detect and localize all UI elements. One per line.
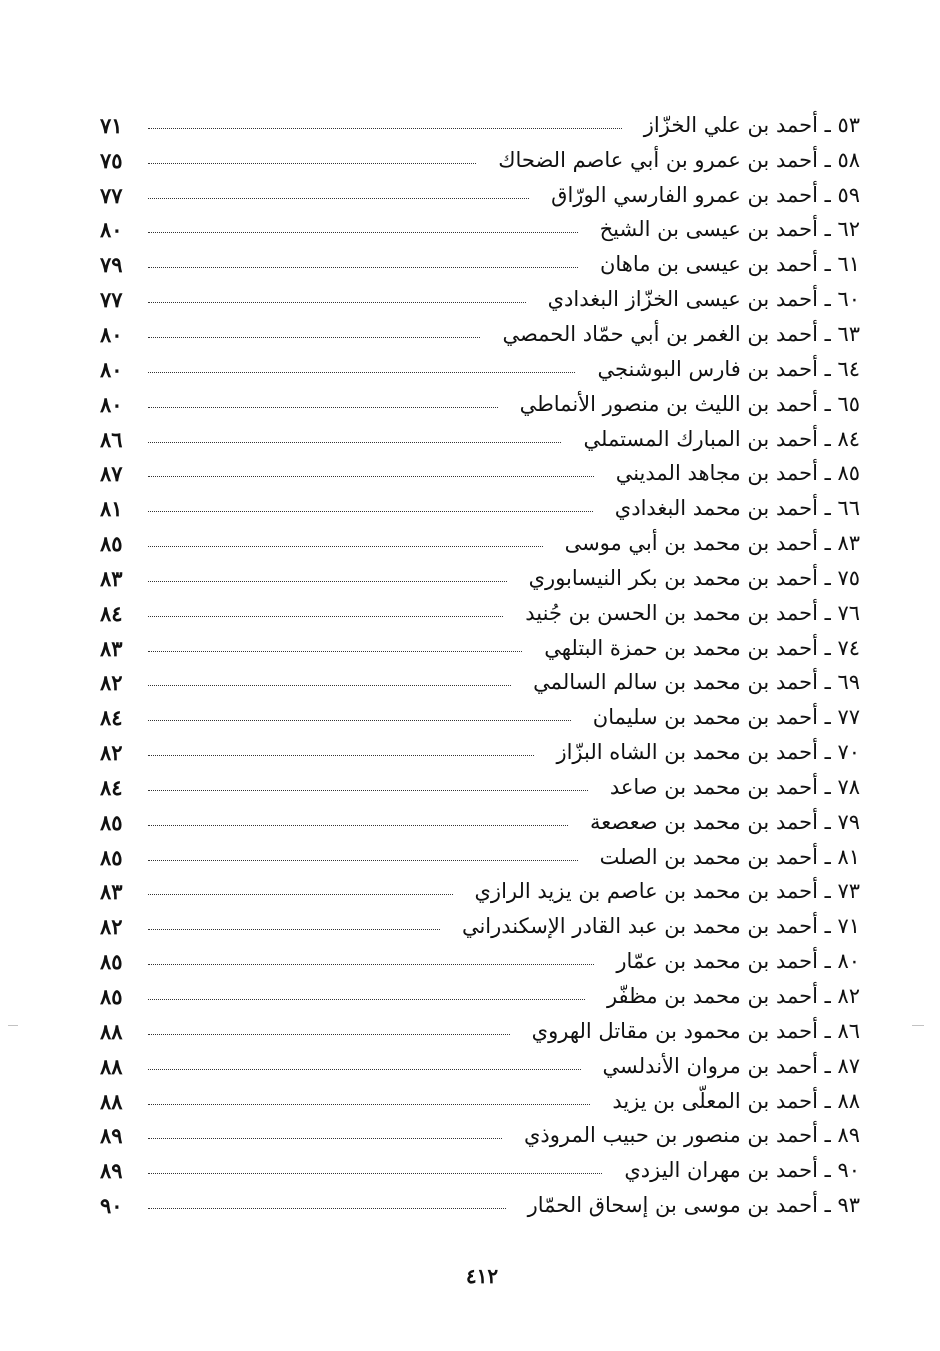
entry-page-number: ٨٥ [100,984,123,1010]
entry-page-number: ٨٠ [100,391,123,417]
entry-title: ٨٩ ـ أحمد بن منصور بن حبيب المروذي [523,1123,860,1148]
index-entry [100,1014,860,1049]
entry-page-number: ٧٧ [100,287,123,313]
entry-title: ٦٣ ـ أحمد بن الغمر بن أبي حمّاد الحمصي [502,321,860,346]
index-entry [100,1188,860,1223]
entry-title: ٨٦ ـ أحمد بن محمود بن مقاتل الهروي [531,1018,860,1043]
dot-leader [148,860,578,861]
entry-page-number: ٨٩ [100,1123,123,1149]
index-list [100,108,860,1223]
index-entry [100,979,860,1014]
entry-title: ٩٣ ـ أحمد بن موسى بن إسحاق الحمّار [527,1193,860,1218]
index-entry [100,213,860,248]
entry-title: ٨٥ ـ أحمد بن مجاهد المديني [615,461,860,486]
entry-title: ٥٨ ـ أحمد بن عمرو بن أبي عاصم الضحاك [498,147,860,172]
index-entry [100,944,860,979]
index-entry [100,561,860,596]
dot-leader [148,1104,590,1105]
index-entry [100,491,860,526]
dot-leader [148,929,440,930]
entry-title: ٦٦ ـ أحمد بن محمد البغدادي [614,496,860,521]
entry-page-number: ٨٤ [100,774,123,800]
entry-page-number: ٧٧ [100,182,123,208]
entry-title: ٨١ ـ أحمد بن محمد بن الصلت [599,844,860,869]
entry-title: ٦١ ـ أحمد بن عيسى بن ماهان [599,252,860,277]
scan-mark [8,1025,18,1026]
entry-page-number: ٨٠ [100,356,123,382]
dot-leader [148,720,571,721]
dot-leader [148,685,511,686]
dot-leader [148,407,498,408]
entry-title: ٨٢ ـ أحمد بن محمد بن مظفّر [606,984,860,1009]
entry-page-number: ٨٩ [100,1158,123,1184]
entry-page-number: ٨٠ [100,217,123,243]
dot-leader [148,198,529,199]
entry-title: ٧٣ ـ أحمد بن محمد بن عاصم بن يزيد الرازي [474,879,860,904]
index-entry [100,875,860,910]
entry-title: ٧٦ ـ أحمد بن محمد بن الحسن بن جُنيد [525,600,860,625]
dot-leader [148,1208,506,1209]
index-entry [100,596,860,631]
dot-leader [148,825,568,826]
entry-title: ٧٨ ـ أحمد بن محمد بن صاعد [609,774,860,799]
entry-page-number: ٨٨ [100,1088,123,1114]
entry-page-number: ٨٧ [100,461,123,487]
entry-page-number: ٨٥ [100,949,123,975]
entry-title: ٩٠ ـ أحمد بن مهران اليزدي [624,1158,860,1183]
entry-title: ٦٩ ـ أحمد بن محمد بن سالم السالمي [533,670,860,695]
entry-title: ٥٩ ـ أحمد بن عمرو الفارسي الورّاق [551,182,860,207]
index-entry [100,1153,860,1188]
index-entry [100,735,860,770]
dot-leader [148,232,578,233]
dot-leader [148,163,476,164]
entry-page-number: ٨٢ [100,914,123,940]
dot-leader [148,1069,581,1070]
dot-leader [148,616,503,617]
entry-page-number: ٨٤ [100,600,123,626]
entry-title: ٦٥ ـ أحمد بن الليث بن منصور الأنماطي [519,391,860,416]
index-entry [100,1118,860,1153]
dot-leader [148,1173,602,1174]
page-number: ٤١٢ [465,1264,499,1288]
index-entry [100,317,860,352]
entry-page-number: ٧٥ [100,147,123,173]
entry-page-number: ٨٥ [100,809,123,835]
index-entry [100,387,860,422]
entry-page-number: ٩٠ [100,1193,123,1219]
index-entry [100,1049,860,1084]
entry-title: ٧٧ ـ أحمد بن محمد بن سليمان [592,705,860,730]
entry-page-number: ٨١ [100,496,123,522]
entry-page-number: ٨٣ [100,635,123,661]
entry-title: ٨٣ ـ أحمد بن محمد بن أبي موسى [564,531,860,556]
entry-title: ٦٢ ـ أحمد بن عيسى بن الشيخ [599,217,860,242]
entry-page-number: ٨٨ [100,1018,123,1044]
entry-title: ٦٤ ـ أحمد بن فارس البوشنجي [597,356,860,381]
index-entry [100,456,860,491]
entry-title: ٨٨ ـ أحمد بن المعلّى بن يزيد [612,1088,860,1113]
entry-page-number: ٨٦ [100,426,123,452]
index-entry [100,282,860,317]
index-entry [100,422,860,457]
index-entry [100,805,860,840]
index-entry [100,178,860,213]
entry-title: ٧٠ ـ أحمد بن محمد بن الشاه البزّاز [556,740,860,765]
entry-title: ٨٠ ـ أحمد بن محمد بن عمّار [616,949,860,974]
entry-page-number: ٨٨ [100,1053,123,1079]
entry-title: ٧٤ ـ أحمد بن محمد بن حمزة البتلهي [544,635,860,660]
dot-leader [148,302,526,303]
dot-leader [148,999,585,1000]
dot-leader [148,894,453,895]
dot-leader [148,755,534,756]
dot-leader [148,511,593,512]
entry-title: ٧١ ـ أحمد بن محمد بن عبد القادر الإسكندراني [461,914,860,939]
index-entry [100,526,860,561]
index-entry [100,1084,860,1119]
entry-page-number: ٨٢ [100,670,123,696]
dot-leader [148,790,588,791]
index-entry [100,666,860,701]
entry-page-number: ٧٩ [100,252,123,278]
index-entry [100,247,860,282]
entry-page-number: ٨٢ [100,740,123,766]
dot-leader [148,267,578,268]
entry-page-number: ٨٤ [100,705,123,731]
index-entry [100,352,860,387]
index-entry [100,143,860,178]
entry-page-number: ٨٣ [100,565,123,591]
entry-page-number: ٨٣ [100,879,123,905]
scan-mark [912,1025,924,1026]
dot-leader [148,476,594,477]
index-entry [100,840,860,875]
dot-leader [148,964,594,965]
index-entry [100,770,860,805]
entry-page-number: ٨٥ [100,531,123,557]
dot-leader [148,128,622,129]
index-entry [100,909,860,944]
dot-leader [148,442,561,443]
entry-title: ٦٠ ـ أحمد بن عيسى الخزّاز البغدادي [547,287,860,312]
dot-leader [148,1034,510,1035]
index-entry [100,108,860,143]
entry-title: ٧٩ ـ أحمد بن محمد بن صعصعة [590,809,860,834]
entry-page-number: ٨٠ [100,321,123,347]
index-entry [100,700,860,735]
dot-leader [148,337,480,338]
dot-leader [148,581,507,582]
dot-leader [148,372,575,373]
dot-leader [148,651,522,652]
entry-title: ٧٥ ـ أحمد بن محمد بن بكر النيسابوري [528,565,860,590]
entry-title: ٨٤ ـ أحمد بن المبارك المستملي [583,426,860,451]
dot-leader [148,546,543,547]
index-entry [100,631,860,666]
entry-page-number: ٨٥ [100,844,123,870]
entry-title: ٥٣ ـ أحمد بن علي الخزّاز [643,112,860,137]
dot-leader [148,1138,502,1139]
entry-title: ٨٧ ـ أحمد بن مروان الأندلسي [602,1053,860,1078]
entry-page-number: ٧١ [100,112,123,138]
